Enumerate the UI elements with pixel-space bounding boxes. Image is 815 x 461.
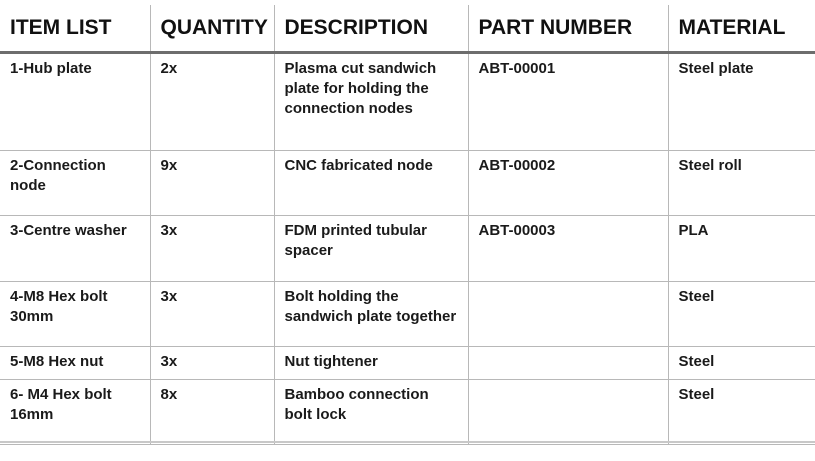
- quantity-cell: 3x: [150, 282, 274, 347]
- quantity-cell: 8x: [150, 380, 274, 445]
- item-cell: 2-Connection node: [0, 151, 150, 216]
- description-cell: FDM printed tubular spacer: [274, 216, 468, 282]
- parts-table: [0, 5, 815, 445]
- part-number-cell: [468, 282, 668, 347]
- description-cell: Bolt holding the sandwich plate together: [274, 282, 468, 347]
- table-row: [0, 216, 815, 282]
- part-number-cell: ABT-00003: [468, 216, 668, 282]
- header-description: DESCRIPTION: [274, 5, 468, 53]
- description-cell: Bamboo connection bolt lock: [274, 380, 468, 445]
- table-row: [0, 347, 815, 380]
- bottom-divider: [0, 441, 815, 443]
- part-number-cell: [468, 380, 668, 445]
- header-row: [0, 5, 815, 53]
- material-cell: Steel roll: [668, 151, 815, 216]
- part-number-cell: ABT-00001: [468, 53, 668, 151]
- material-cell: Steel plate: [668, 53, 815, 151]
- header-item-list: ITEM LIST: [0, 5, 150, 53]
- part-number-cell: ABT-00002: [468, 151, 668, 216]
- header-material: MATERIAL: [668, 5, 815, 53]
- item-cell: 5-M8 Hex nut: [0, 347, 150, 380]
- quantity-cell: 3x: [150, 347, 274, 380]
- header-part-number: PART NUMBER: [468, 5, 668, 53]
- material-cell: Steel: [668, 380, 815, 445]
- material-cell: Steel: [668, 347, 815, 380]
- material-cell: Steel: [668, 282, 815, 347]
- table-row: [0, 151, 815, 216]
- description-cell: Plasma cut sandwich plate for holding the connection nodes: [274, 53, 468, 151]
- material-cell: PLA: [668, 216, 815, 282]
- quantity-cell: 3x: [150, 216, 274, 282]
- table-row: [0, 53, 815, 151]
- item-cell: 6- M4 Hex bolt 16mm: [0, 380, 150, 445]
- table-row: [0, 380, 815, 445]
- part-number-cell: [468, 347, 668, 380]
- item-cell: 3-Centre washer: [0, 216, 150, 282]
- description-cell: Nut tightener: [274, 347, 468, 380]
- item-cell: 1-Hub plate: [0, 53, 150, 151]
- header-quantity: QUANTITY: [150, 5, 274, 53]
- parts-list-sheet: [0, 5, 815, 445]
- table-row: [0, 282, 815, 347]
- description-cell: CNC fabricated node: [274, 151, 468, 216]
- item-cell: 4-M8 Hex bolt 30mm: [0, 282, 150, 347]
- quantity-cell: 9x: [150, 151, 274, 216]
- quantity-cell: 2x: [150, 53, 274, 151]
